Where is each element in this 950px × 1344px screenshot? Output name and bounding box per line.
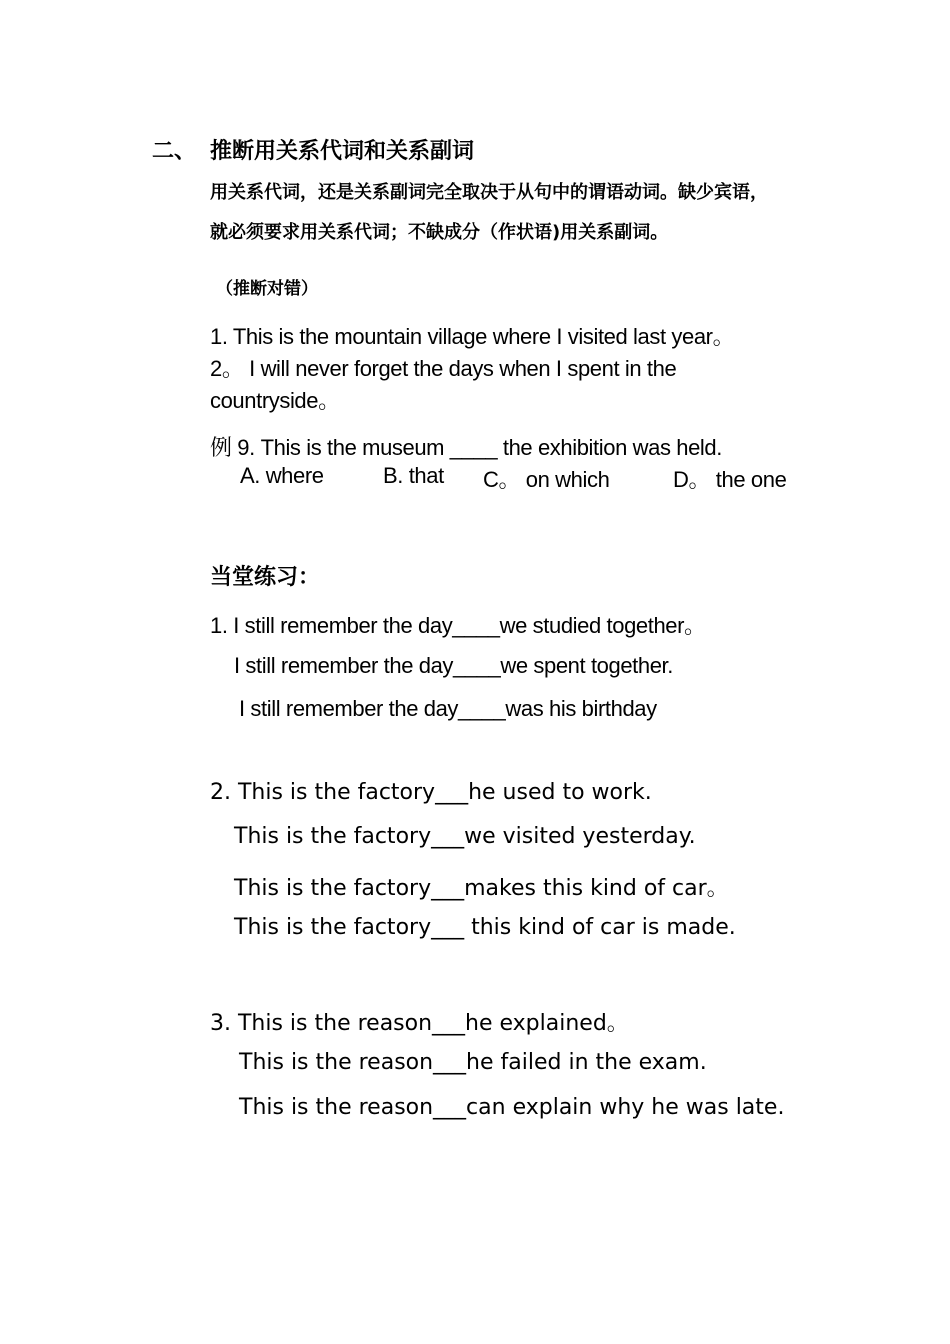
example-9-question: 例 9. This is the museum ____ the exhibition was held. [210, 435, 722, 460]
judge-item-2-continued: countryside。 [210, 388, 340, 413]
option-a: A. where [240, 463, 324, 488]
practice-title: 当堂练习： [210, 565, 321, 590]
practice-3-line-3: This is the reason___can explain why he was late. [239, 1095, 785, 1120]
practice-1-line-2: I still remember the day____we spent together. [234, 653, 673, 678]
option-b: B. that [383, 463, 444, 488]
judge-item-1: 1. This is the mountain village where I visited last year。 [210, 324, 735, 349]
practice-2-line-2: This is the factory___we visited yesterday. [234, 824, 696, 849]
judge-label: （推断对错） [216, 279, 318, 299]
practice-2-line-1: 2. This is the factory___he used to work. [210, 780, 652, 805]
judge-item-2: 2。 I will never forget the days when I spent in the [210, 356, 677, 381]
practice-3-line-1: 3. This is the reason___he explained。 [210, 1011, 629, 1036]
intro-line-2: 就必须要求用关系代词；不缺成分（作状语)用关系副词。 [210, 222, 669, 243]
section-title: 推断用关系代词和关系副词 [210, 139, 475, 164]
practice-3-line-2: This is the reason___he failed in the exam. [239, 1050, 707, 1075]
practice-2-line-3: This is the factory___makes this kind of car。 [234, 876, 729, 901]
intro-line-1: 用关系代词，还是关系副词完全取决于从句中的谓语动词。缺少宾语， [210, 182, 768, 203]
practice-2-line-4: This is the factory___ this kind of car is made. [234, 915, 736, 940]
practice-1-line-3: I still remember the day____was his birthday [239, 696, 657, 721]
option-d: D。 the one [673, 467, 787, 492]
option-c: C。 on which [483, 467, 610, 492]
section-number: 二、 [152, 139, 197, 164]
practice-1-line-1: 1. I still remember the day____we studied together。 [210, 613, 706, 638]
